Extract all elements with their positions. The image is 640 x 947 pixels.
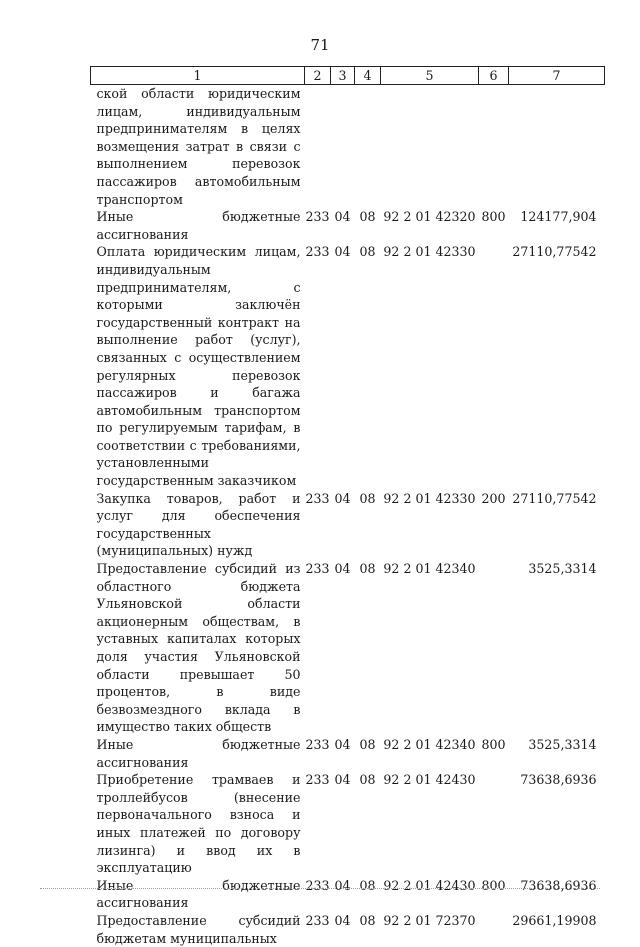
row-amount: 3525,3314 [509, 560, 605, 736]
row-section: 04 [331, 771, 355, 877]
row-subsection: 08 [355, 877, 381, 912]
header-col-1: 1 [91, 67, 305, 85]
row-section: 04 [331, 912, 355, 947]
table-row [91, 85, 605, 209]
row-target: 92 2 01 42340 [381, 560, 479, 736]
row-name: Иные бюджетные ассигнования [91, 736, 305, 771]
row-amount: 27110,77542 [509, 490, 605, 560]
table-row [91, 490, 605, 560]
row-subsection: 08 [355, 490, 381, 560]
row-section: 04 [331, 208, 355, 243]
row-target [381, 85, 479, 209]
row-name: ской области юридическим лицам, индивидуальным предпринимателям в целях возмещения затрат в связи с выполнением перевозок пассажиров автомобильным транспортом [91, 85, 305, 209]
row-subsection: 08 [355, 243, 381, 489]
row-subsection [355, 85, 381, 209]
row-ministry [305, 85, 331, 209]
row-name: Иные бюджетные ассигнования [91, 877, 305, 912]
row-section [331, 85, 355, 209]
row-section: 04 [331, 243, 355, 489]
row-target: 92 2 01 72370 [381, 912, 479, 947]
row-subsection: 08 [355, 560, 381, 736]
budget-table [90, 66, 605, 947]
row-section: 04 [331, 736, 355, 771]
table-row [91, 243, 605, 489]
row-target: 92 2 01 42430 [381, 877, 479, 912]
row-vr: 800 [479, 736, 509, 771]
row-name: Оплата юридическим лицам, индивидуальным предпринимателям, с которыми заключён государственный контракт на выполнение работ (услуг), связанных с осуществлением регулярных перевозок пассажиров и багажа автомобильным транспортом по регулируемым тарифам, в соответствии с требованиями, установленными государственным заказчиком [91, 243, 305, 489]
page-number: 71 [0, 36, 640, 54]
row-vr [479, 243, 509, 489]
row-name: Предоставление субсидий из областного бюджета Ульяновской области акционерным обществам, в уставных капиталах которых доля участия Ульяновской области превышает 50 процентов, в виде безвозмездного вклада в имущество таких обществ [91, 560, 305, 736]
row-section: 04 [331, 490, 355, 560]
header-col-6: 6 [479, 67, 509, 85]
row-ministry: 233 [305, 560, 331, 736]
table-row [91, 560, 605, 736]
row-amount: 3525,3314 [509, 736, 605, 771]
row-vr [479, 85, 509, 209]
row-subsection: 08 [355, 736, 381, 771]
row-ministry: 233 [305, 208, 331, 243]
row-amount: 27110,77542 [509, 243, 605, 489]
row-section: 04 [331, 877, 355, 912]
header-col-4: 4 [355, 67, 381, 85]
row-subsection: 08 [355, 912, 381, 947]
row-vr [479, 560, 509, 736]
row-amount: 73638,6936 [509, 771, 605, 877]
row-target: 92 2 01 42320 [381, 208, 479, 243]
row-name: Закупка товаров, работ и услуг для обеспечения государственных (муниципальных) нужд [91, 490, 305, 560]
row-target: 92 2 01 42330 [381, 490, 479, 560]
row-name: Иные бюджетные ассигнования [91, 208, 305, 243]
row-amount: 73638,6936 [509, 877, 605, 912]
row-name: Предоставление субсидий бюджетам муниципальных [91, 912, 305, 947]
row-ministry: 233 [305, 490, 331, 560]
row-name: Приобретение трамваев и троллейбусов (внесение первоначального взноса и иных платежей по договору лизинга) и ввод их в эксплуатацию [91, 771, 305, 877]
table-body [91, 85, 605, 947]
table-row [91, 912, 605, 947]
table-header [91, 67, 605, 85]
row-subsection: 08 [355, 771, 381, 877]
header-col-7: 7 [509, 67, 605, 85]
row-ministry: 233 [305, 771, 331, 877]
header-col-5: 5 [381, 67, 479, 85]
header-col-2: 2 [305, 67, 331, 85]
page-bottom-divider [40, 888, 600, 889]
table-row [91, 736, 605, 771]
table-row [91, 208, 605, 243]
row-target: 92 2 01 42340 [381, 736, 479, 771]
row-subsection: 08 [355, 208, 381, 243]
table-row [91, 771, 605, 877]
row-amount: 29661,19908 [509, 912, 605, 947]
row-ministry: 233 [305, 877, 331, 912]
row-ministry: 233 [305, 912, 331, 947]
row-ministry: 233 [305, 243, 331, 489]
row-target: 92 2 01 42430 [381, 771, 479, 877]
row-vr [479, 771, 509, 877]
row-vr: 800 [479, 877, 509, 912]
header-col-3: 3 [331, 67, 355, 85]
row-amount [509, 85, 605, 209]
row-vr: 800 [479, 208, 509, 243]
row-target: 92 2 01 42330 [381, 243, 479, 489]
row-section: 04 [331, 560, 355, 736]
row-vr: 200 [479, 490, 509, 560]
row-amount: 124177,904 [509, 208, 605, 243]
header-row [91, 67, 605, 85]
table-row [91, 877, 605, 912]
row-ministry: 233 [305, 736, 331, 771]
row-vr [479, 912, 509, 947]
